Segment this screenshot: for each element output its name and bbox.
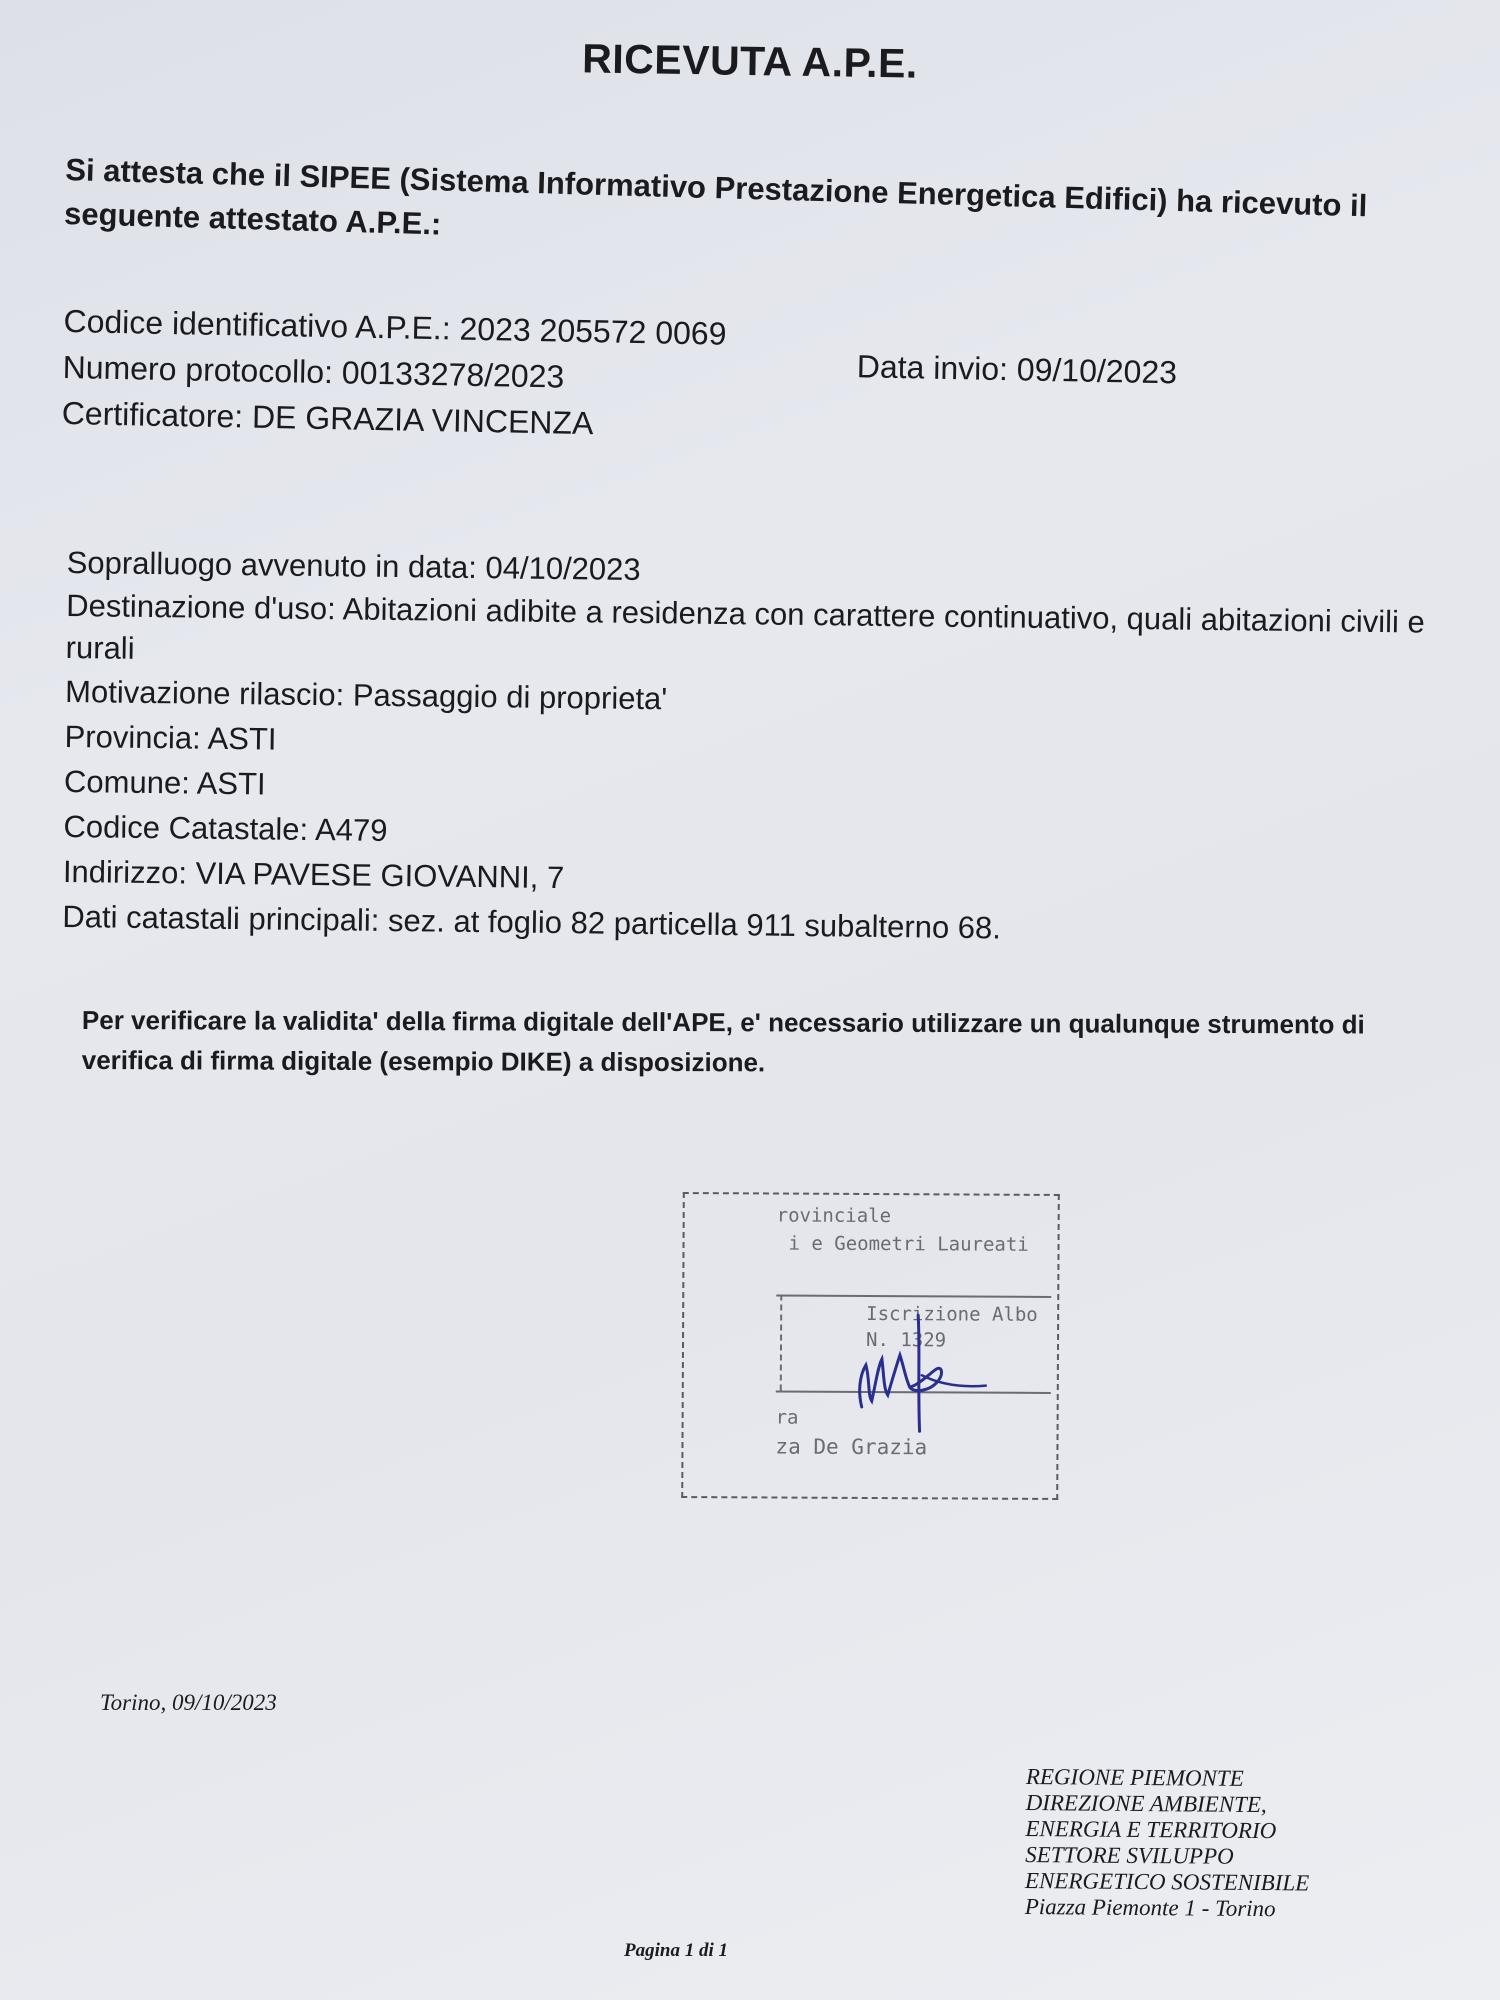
stamp-line-3: Iscrizione Albo: [866, 1302, 1038, 1326]
stamp-line-5: ra: [775, 1406, 799, 1429]
comune: Comune: ASTI: [63, 763, 266, 802]
stamp-line-1: rovinciale: [776, 1204, 892, 1228]
stamp-line-2: i e Geometri Laureati: [788, 1232, 1029, 1256]
certificatore: Certificatore: DE GRAZIA VINCENZA: [61, 394, 594, 442]
document-title: RICEVUTA A.P.E.: [581, 35, 919, 87]
office-line: Piazza Piemonte 1 - Torino: [1024, 1893, 1276, 1922]
signature-icon: [814, 1295, 1015, 1436]
provincia: Provincia: ASTI: [64, 718, 277, 757]
issuing-office: [1025, 1764, 1311, 1922]
professional-stamp: [681, 1192, 1060, 1500]
building-details-block: [62, 540, 1447, 956]
office-line: SETTORE SVILUPPO: [1025, 1841, 1234, 1869]
stamp-line-6: za De Grazia: [775, 1434, 928, 1460]
stamp-divider: [780, 1295, 783, 1391]
motivazione-rilascio: Motivazione rilascio: Passaggio di proprieta': [64, 673, 668, 717]
numero-protocollo: Numero protocollo: 00133278/2023: [62, 348, 565, 395]
page-number: Pagina 1 di 1: [624, 1940, 728, 1961]
office-line: ENERGIA E TERRITORIO: [1025, 1815, 1277, 1844]
ape-identification-block: [61, 298, 1463, 463]
office-line: REGIONE PIEMONTE: [1025, 1764, 1244, 1791]
intro-statement: Si attesta che il SIPEE (Sistema Informativo Prestazione Energetica Edifici) ha ricevuto il seguente attestato A.P.E.:: [63, 151, 1368, 242]
codice-catastale: Codice Catastale: A479: [63, 808, 388, 848]
place-date: Torino, 09/10/2023: [100, 1690, 277, 1715]
stamp-line-4: N. 1329: [865, 1328, 947, 1352]
dati-catastali: Dati catastali principali: sez. at foglio 82 particella 911 subalterno 68.: [62, 898, 1002, 946]
sopralluogo: Sopralluogo avvenuto in data: 04/10/2023: [66, 544, 641, 588]
indirizzo: Indirizzo: VIA PAVESE GIOVANNI, 7: [62, 853, 565, 896]
verification-notice: Per verificare la validita' della firma digitale dell'APE, e' necessario utilizzare un qualunque strumento di verifica di firma digitale (esempio DIKE) a disposizione.: [81, 1005, 1365, 1078]
destinazione-uso: Destinazione d'uso: Abitazioni adibite a residenza con carattere continuativo, quali abitazioni civili e rurali: [65, 587, 1425, 666]
data-invio: Data invio: 09/10/2023: [856, 348, 1178, 391]
codice-identificativo: Codice identificativo A.P.E.: 2023 205572 0069: [63, 302, 727, 352]
office-line: DIREZIONE AMBIENTE,: [1025, 1789, 1267, 1818]
office-line: ENERGETICO SOSTENIBILE: [1024, 1867, 1310, 1896]
